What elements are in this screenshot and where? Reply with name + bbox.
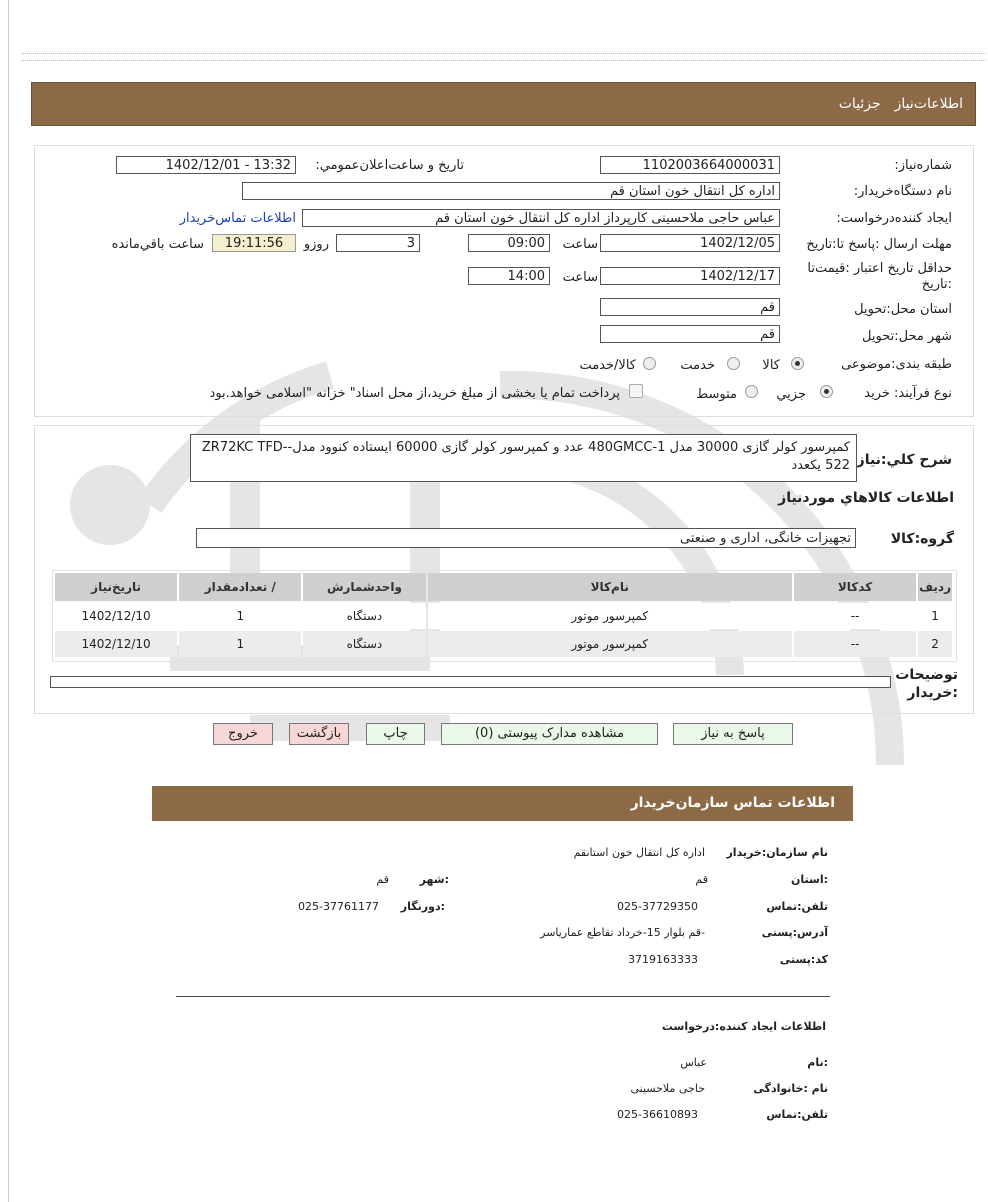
day-and-label: روزو (303, 237, 329, 252)
announce-datetime-field: 1402/12/01 - 13:32 (116, 156, 296, 174)
contact-address-label: آدرس:پستی (761, 926, 828, 939)
buyer-org-field: اداره کل انتقال خون استان قم (242, 182, 780, 200)
contact-divider (176, 996, 830, 997)
contact-section-header (152, 786, 853, 821)
tab-details[interactable]: جزئيات (838, 96, 881, 112)
cell-row: 1 (918, 603, 952, 629)
category-goods-radio[interactable] (791, 357, 804, 370)
reply-date-field: 1402/12/05 (600, 234, 780, 252)
back-button[interactable]: بازگشت (289, 723, 349, 745)
city-field: قم (600, 325, 780, 343)
buyer-org-label: نام دستگاه‌خريدار: (853, 184, 952, 199)
validity-hour-label: ساعت (562, 270, 598, 285)
contact-section-title: اطلاعات تماس سازمان‌خريدار (630, 795, 835, 811)
reply-hour-label: ساعت (562, 237, 598, 252)
contact-org-value: اداره کل انتقال خون استانقم (573, 846, 705, 859)
print-button[interactable]: چاپ (366, 723, 425, 745)
treasury-note: پرداخت تمام يا بخشی از مبلغ خريد،از محل اسناد" خزانه "اسلامی خواهد.بود (209, 386, 620, 401)
requester-field: عباس حاجی ملاحسینی کارپرداز اداره کل انتقال خون استان قم (302, 209, 780, 227)
cell-name: کمپرسور موتور (428, 631, 792, 657)
cell-row: 2 (918, 631, 952, 657)
reply-days-field: 3 (336, 234, 420, 252)
buyer-notes-label: توضيحات :خريدار (895, 667, 958, 701)
cell-unit: دستگاه (303, 631, 425, 657)
province-field: قم (600, 298, 780, 316)
col-qty: / تعدادمقدار (179, 573, 301, 601)
contact-postal-value: 3719163333 (628, 953, 698, 966)
need-number-label: شماره‌نياز: (894, 158, 952, 173)
treasury-checkbox[interactable] (629, 384, 643, 398)
reply-time-field: 09:00 (468, 234, 550, 252)
col-unit: واحدشمارش (303, 573, 425, 601)
buyer-notes-field (50, 676, 891, 688)
process-type-label: نوع فرآيند: خريد (864, 386, 952, 401)
description-label: شرح كلي:نياز (856, 452, 952, 468)
reply-button[interactable]: پاسخ به نياز (673, 723, 793, 745)
creator-family-value: حاجی ملاحسینی (630, 1082, 705, 1095)
cell-qty: 1 (179, 603, 301, 629)
delivery-province-label: استان محل:تحويل (854, 302, 952, 317)
contact-fax-value: 025-37761177 (298, 900, 379, 913)
creator-name-label: :نام (807, 1056, 828, 1069)
creator-name-value: عباس (680, 1056, 707, 1069)
contact-province-label: :استان (791, 873, 828, 886)
header-bar (31, 82, 976, 126)
left-border (8, 0, 9, 1202)
cell-name: کمپرسور موتور (428, 603, 792, 629)
process-medium-label: متوسط (696, 387, 737, 402)
attachments-button[interactable]: مشاهده مدارک پيوستی (0) (441, 723, 658, 745)
buyer-contact-link[interactable]: اطلاعات تماس‌خريدار (179, 211, 296, 226)
contact-phone-label: تلفن:تماس (766, 900, 828, 913)
requester-label: ايجاد كننده‌درخواست: (836, 211, 952, 226)
top-divider (22, 53, 986, 61)
contact-org-label: نام سازمان:خريدار (726, 846, 828, 859)
contact-address-value: -قم بلوار 15-خرداد تقاطع عمارياسر (540, 926, 705, 939)
goods-group-label: گروه:كالا (890, 531, 954, 547)
cell-code: -- (794, 631, 916, 657)
remaining-label: ساعت باقي‌مانده (111, 237, 204, 252)
category-both-label: كالا/خدمت (579, 358, 636, 373)
creator-phone-value: 025-36610893 (617, 1108, 698, 1121)
category-service-label: خدمت (680, 358, 715, 373)
reply-deadline-label: مهلت ارسال :پاسخ تا:تاريخ (806, 237, 952, 252)
process-partial-radio[interactable] (820, 385, 833, 398)
category-label: طبقه بندی:موضوعی (841, 357, 952, 372)
tab-need-info[interactable]: اطلاعات‌نياز (894, 96, 963, 112)
items-table-frame (52, 570, 957, 662)
creator-title: اطلاعات ايجاد كننده:درخواست (661, 1020, 826, 1033)
col-row: رديف (918, 573, 952, 601)
validity-date-field: 1402/12/17 (600, 267, 780, 285)
process-partial-label: جزيي (776, 387, 806, 402)
category-service-radio[interactable] (727, 357, 740, 370)
contact-city-label: :شهر (419, 873, 449, 886)
col-code: كدكالا (794, 573, 916, 601)
category-goods-label: كالا (762, 358, 780, 373)
exit-button[interactable]: خروج (213, 723, 273, 745)
table-row[interactable] (55, 603, 952, 629)
creator-phone-label: تلفن:تماس (766, 1108, 828, 1121)
contact-province-value: قم (695, 873, 708, 886)
cell-date: 1402/12/10 (55, 631, 177, 657)
creator-family-label: نام :خانوادگی (753, 1082, 828, 1095)
cell-date: 1402/12/10 (55, 603, 177, 629)
delivery-city-label: شهر محل:تحويل (862, 329, 952, 344)
announce-datetime-label: تاريخ و ساعت‌اعلان‌عمومي: (315, 158, 464, 173)
process-medium-radio[interactable] (745, 385, 758, 398)
col-date: تاريخ‌نياز (55, 573, 177, 601)
remaining-time-field: 19:11:56 (212, 234, 296, 252)
category-both-radio[interactable] (643, 357, 656, 370)
price-validity-label: حداقل تاريخ اعتبار :قيمت‌تا :تاريخ (807, 261, 952, 292)
items-header-row (55, 573, 952, 601)
contact-fax-label: :دورنگار (400, 900, 445, 913)
col-name: نام‌كالا (428, 573, 792, 601)
need-number-field: 1102003664000031 (600, 156, 780, 174)
validity-time-field: 14:00 (468, 267, 550, 285)
contact-phone-value: 025-37729350 (617, 900, 698, 913)
contact-city-value: قم (376, 873, 389, 886)
items-table (53, 571, 954, 659)
description-text: کمپرسور کولر گازی 30000 مدل 480GMCC-1 عدد و کمپرسور کولر گازی 60000 ایستاده کنوود مدل-ZR72KC TFD-522 یکعدد (190, 434, 857, 482)
goods-group-field: تجهیزات خانگی، اداری و صنعتی (196, 528, 856, 548)
header-tabs (825, 96, 963, 112)
table-row[interactable] (55, 631, 952, 657)
goods-info-label: اطلاعات كالاهاي موردنياز (778, 490, 954, 506)
contact-postal-label: كد:پستی (779, 953, 828, 966)
cell-unit: دستگاه (303, 603, 425, 629)
cell-qty: 1 (179, 631, 301, 657)
cell-code: -- (794, 603, 916, 629)
